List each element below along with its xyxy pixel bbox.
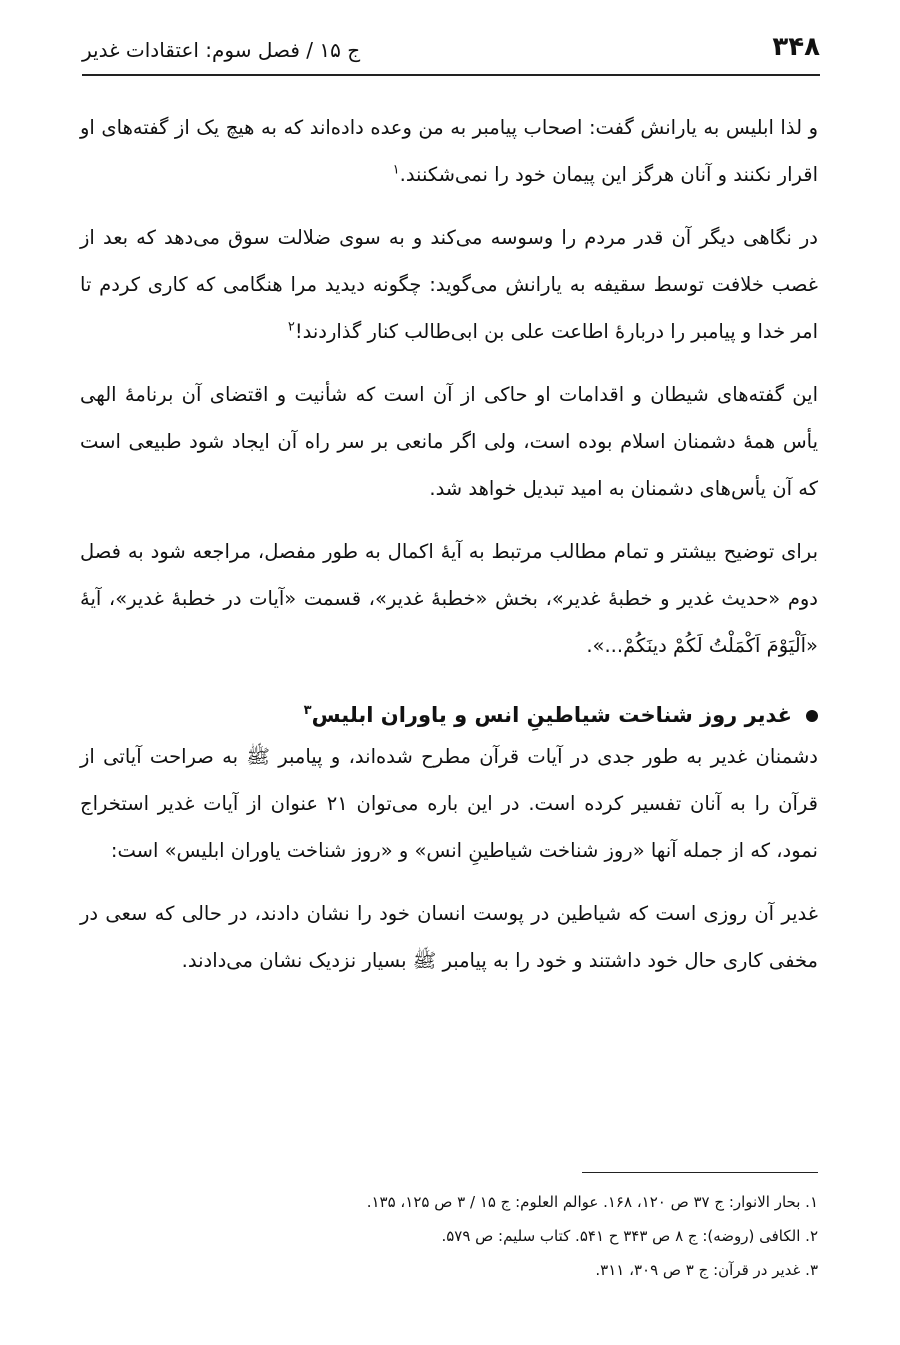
paragraph-6: غدیر آن روزی است که شیاطین در پوست انسان خود را نشان دادند، در حالی که سعی در مخفی کاری حال خود داشتند و خود را به پیامبر ﷺ بسیار نزدیک نشان می‌دادند. bbox=[80, 902, 818, 972]
paragraph-3: این گفته‌های شیطان و اقدامات او حاکی از آن است که شأنیت و اقتضای آن برنامهٔ الهی یأس همهٔ دشمنان اسلام بوده است، ولی اگر مانعی بر سر راه آن ایجاد شود طبیعی است که آن یأس‌های دشمنان به امید تبدیل خواهد شد. bbox=[80, 383, 818, 500]
page-number: ۳۴۸ bbox=[772, 32, 820, 62]
footnote-ref-1: ۱ bbox=[392, 162, 400, 178]
footnote-1: ۱. بحار الانوار: ج ۳۷ ص ۱۲۰، ۱۶۸. عوالم العلوم: ج ۱۵ / ۳ ص ۱۲۵، ۱۳۵. bbox=[366, 1193, 818, 1211]
footnote-ref-2: ۲ bbox=[287, 319, 295, 335]
page-body bbox=[80, 104, 818, 1000]
footnote-3: ۳. غدیر در قرآن: ج ۳ ص ۳۰۹، ۳۱۱. bbox=[595, 1261, 818, 1279]
page-header bbox=[82, 30, 820, 76]
paragraph-4: برای توضیح بیشتر و تمام مطالب مرتبط به آیهٔ اکمال به طور مفصل، مراجعه شود به فصل دوم «حدیث غدیر و خطبهٔ غدیر»، بخش «خطبهٔ غدیر»، قسمت «آیات در خطبهٔ غدیر»، آیهٔ «اَلْیَوْمَ اَکْمَلْتُ لَکُمْ دینَکُمْ...». bbox=[80, 540, 818, 657]
footnotes bbox=[80, 1185, 818, 1287]
paragraph-5: دشمنان غدیر به طور جدی در آیات قرآن مطرح شده‌اند، و پیامبر ﷺ به صراحت آیاتی از قرآن را به آنان تفسیر کرده است. در این باره می‌توان ۲۱ عنوان از آیات غدیر استخراج نمود، که از جمله آنها «روز شناخت شیاطینِ انس» و «روز شناخت یاوران ابلیس» است: bbox=[80, 745, 818, 862]
section-heading-text: غدیر روز شناخت شیاطینِ انس و یاوران ابلیس bbox=[311, 703, 792, 727]
bullet-icon bbox=[806, 710, 818, 722]
paragraph-2 bbox=[80, 214, 818, 355]
section-heading bbox=[80, 691, 818, 739]
paragraph-1 bbox=[80, 104, 818, 198]
footnote-2: ۲. الکافی (روضه): ج ۸ ص ۳۴۳ ح ۵۴۱. کتاب سلیم: ص ۵۷۹. bbox=[441, 1227, 818, 1245]
paragraph-2-text: در نگاهی دیگر آن قدر مردم را وسوسه می‌کند و به سوی ضلالت سوق می‌دهد که بعد از غصب خلافت توسط سقیفه به یارانش می‌گوید: چگونه دیدید مرا هنگامی که کاری کردم تا امر خدا و پیامبر را دربارهٔ اطاعت علی بن ابی‌طالب کنار گذاردند! bbox=[80, 226, 818, 343]
footnote-ref-3: ۳ bbox=[303, 703, 312, 718]
header-rule bbox=[82, 74, 820, 76]
running-title: ج ۱۵ / فصل سوم: اعتقادات غدیر bbox=[82, 38, 361, 62]
paragraph-1-text: و لذا ابلیس به یارانش گفت: اصحاب پیامبر به من وعده داده‌اند که به هیچ یک از گفته‌های او اقرار نکنند و آنان هرگز این پیمان خود را نمی‌شکنند. bbox=[80, 116, 818, 186]
footnote-divider bbox=[582, 1172, 818, 1173]
